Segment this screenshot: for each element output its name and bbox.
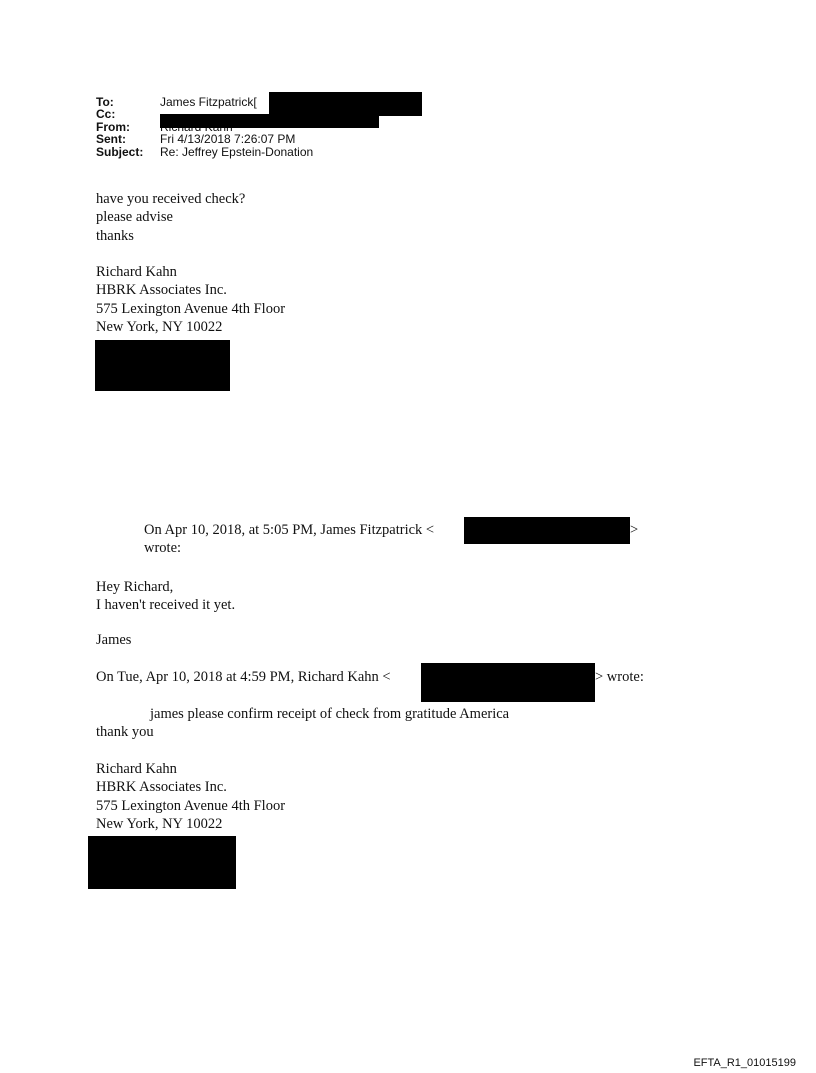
- redaction-signature-phone: [95, 340, 230, 391]
- signature-address: 575 Lexington Avenue 4th Floor: [96, 797, 286, 814]
- signature-city: New York, NY 10022: [96, 318, 223, 335]
- signature-block-2: [96, 760, 285, 833]
- header-sent-row: [96, 133, 313, 145]
- quote-header-2: On Tue, Apr 10, 2018 at 4:59 PM, Richard Kahn <: [96, 669, 391, 685]
- quote-body-line: james please confirm receipt of check from gratitude America: [150, 706, 510, 722]
- message-line: have you received check?: [96, 191, 246, 207]
- redaction-quote-email: [464, 517, 630, 544]
- signature-company: HBRK Associates Inc.: [96, 779, 227, 796]
- quote-header-wrote: wrote:: [144, 540, 182, 557]
- signature-city: New York, NY 10022: [96, 815, 223, 832]
- redaction-cc: [160, 114, 379, 128]
- cc-label: Cc:: [96, 107, 116, 122]
- quote-body-line: thank you: [96, 724, 154, 740]
- sent-label: Sent:: [96, 132, 126, 147]
- quote-header-close: >: [630, 522, 639, 538]
- header-subject-row: [96, 146, 313, 158]
- redaction-quote-2-email: [421, 663, 595, 702]
- redaction-signature-2-phone: [88, 836, 236, 889]
- sent-value: Fri 4/13/2018 7:26:07 PM: [160, 132, 296, 147]
- subject-value: Re: Jeffrey Epstein-Donation: [160, 144, 314, 159]
- quote-header: [144, 521, 434, 558]
- reply-body: [96, 578, 235, 615]
- quote-header-2-suffix: > wrote:: [595, 669, 644, 685]
- to-label: To:: [96, 95, 114, 109]
- from-label: From:: [96, 119, 130, 134]
- document-id: EFTA_R1_01015199: [693, 1057, 796, 1069]
- message-body: [96, 190, 245, 245]
- subject-label: Subject:: [96, 144, 144, 159]
- signature-name: Richard Kahn: [96, 761, 177, 777]
- redaction-to-email: [269, 92, 422, 116]
- message-line: please advise: [96, 209, 173, 226]
- to-value: James Fitzpatrick[: [160, 95, 257, 109]
- signature-address: 575 Lexington Avenue 4th Floor: [96, 300, 286, 317]
- message-line: thanks: [96, 227, 134, 244]
- reply-line: Hey Richard,: [96, 579, 174, 595]
- signature-block: [96, 263, 285, 336]
- reply-sign: James: [96, 632, 132, 648]
- signature-name: Richard Kahn: [96, 264, 177, 280]
- quote-header-line: On Apr 10, 2018, at 5:05 PM, James Fitzpatrick <: [144, 522, 435, 538]
- reply-line: I haven't received it yet.: [96, 597, 236, 614]
- signature-company: HBRK Associates Inc.: [96, 282, 227, 299]
